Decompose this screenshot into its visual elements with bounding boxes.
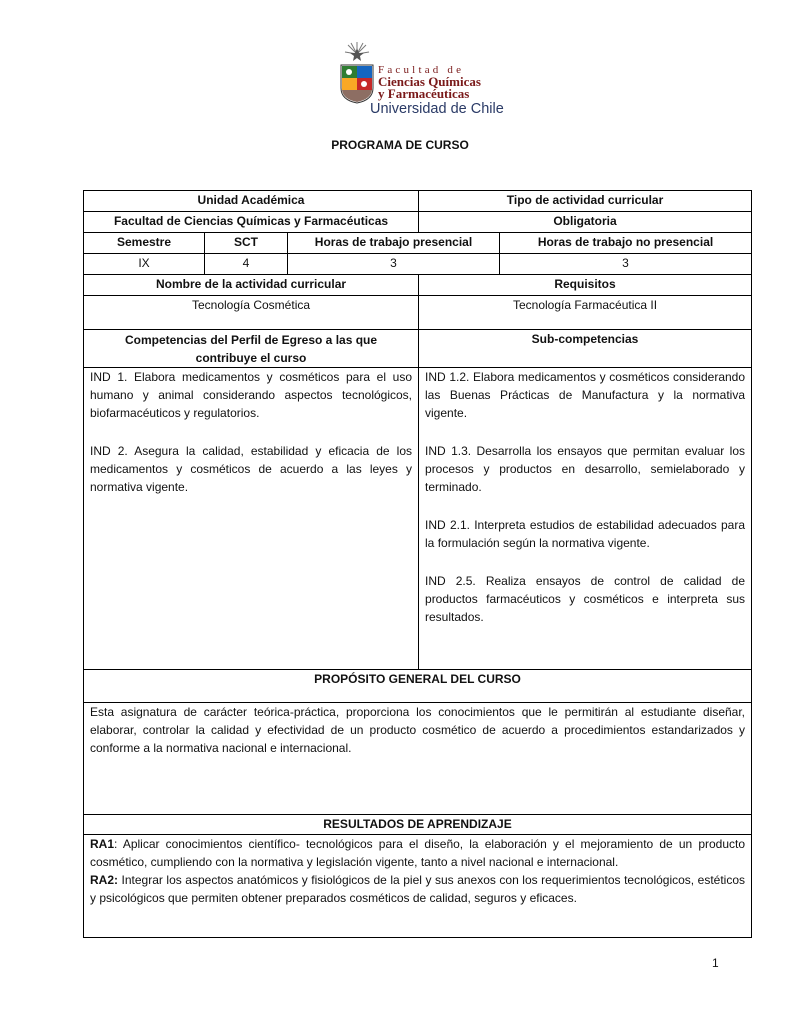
competencias-cell (84, 368, 419, 670)
page-number: 1 (712, 956, 719, 970)
unidad-academica-value: Facultad de Ciencias Químicas y Farmacéuticas (84, 212, 419, 233)
subcompetencia-item: IND 2.1. Interpreta estudios de estabilidad adecuados para la formulación según la normativa vigente. (425, 518, 746, 550)
university-logo (340, 42, 510, 122)
logo-text-ciencias: Ciencias Químicas (378, 74, 481, 89)
ra2-item (90, 871, 745, 907)
subcompetencias-header: Sub-competencias (419, 330, 752, 368)
ra1-item (90, 835, 745, 871)
resultados-header: RESULTADOS DE APRENDIZAJE (84, 815, 752, 835)
proposito-header: PROPÓSITO GENERAL DEL CURSO (84, 670, 752, 703)
ra1-text: : Aplicar conocimientos científico- tecnológicos para el diseño, la elaboración y el mejoramiento de un producto cosmético, cumpliendo con la normativa y legislación vigente, tanto a nivel nacional e internacional. (90, 837, 746, 869)
ra1-label: RA1 (90, 837, 115, 851)
tipo-actividad-header: Tipo de actividad curricular (419, 191, 752, 212)
tipo-actividad-value: Obligatoria (419, 212, 752, 233)
requisitos-value: Tecnología Farmacéutica II (419, 296, 752, 330)
logo-text-universidad: Universidad de Chile (370, 101, 504, 117)
subcompetencia-item: IND 1.3. Desarrolla los ensayos que permitan evaluar los procesos y productos en desarrollo, semielaborado y terminado. (425, 444, 746, 494)
horas-no-presencial-value: 3 (500, 254, 752, 275)
ra2-label: RA2: (90, 873, 119, 887)
subcompetencias-cell (419, 368, 752, 670)
shield-icon (340, 64, 374, 104)
page-title: PROGRAMA DE CURSO (331, 138, 469, 152)
subcompetencia-item: IND 1.2. Elabora medicamentos y cosméticos considerando las Buenas Prácticas de Manufactura y la normativa vigente. (425, 370, 746, 420)
competencias-header: Competencias del Perfil de Egreso a las que contribuye el curso (84, 330, 419, 368)
course-program-table (83, 190, 752, 938)
nombre-actividad-value: Tecnología Cosmética (84, 296, 419, 330)
requisitos-header: Requisitos (419, 275, 752, 296)
semestre-header: Semestre (84, 233, 205, 254)
proposito-text: Esta asignatura de carácter teórica-práctica, proporciona los conocimientos que le permitirán al estudiante diseñar, elaborar, controlar la calidad y efectividad de un producto cosmético de acuerdo a procedimientos estandarizados y conforme a la normativa nacional e internacional. (84, 703, 752, 815)
horas-presencial-value: 3 (288, 254, 500, 275)
resultados-cell (84, 835, 752, 938)
sct-header: SCT (205, 233, 288, 254)
subcompetencia-item: IND 2.5. Realiza ensayos de control de calidad de productos farmacéuticos y cosméticos e interpreta sus resultados. (425, 574, 746, 624)
horas-presencial-header: Horas de trabajo presencial (288, 233, 500, 254)
competencia-item: IND 2. Asegura la calidad, estabilidad y eficacia de los medicamentos y cosméticos de acuerdo a las leyes y normativa vigente. (90, 444, 413, 494)
logo-text-farmaceuticas: y Farmacéuticas (378, 86, 470, 101)
ra2-text: Integrar los aspectos anatómicos y fisiológicos de la piel y sus anexos con los requerimientos tecnológicos, estéticos y psicológicos que permiten obtener preparados cosméticos de calidad, seguros y eficaces. (90, 873, 746, 905)
logo-text-facultad: Facultad de (378, 64, 465, 76)
star-emblem-icon (344, 42, 370, 66)
horas-no-presencial-header: Horas de trabajo no presencial (500, 233, 752, 254)
unidad-academica-header: Unidad Académica (84, 191, 419, 212)
semestre-value: IX (84, 254, 205, 275)
competencia-item: IND 1. Elabora medicamentos y cosméticos para el uso humano y animal considerando aspectos tecnológicos, biofarmacéuticos y regulatorios. (90, 370, 413, 420)
nombre-actividad-header: Nombre de la actividad curricular (84, 275, 419, 296)
sct-value: 4 (205, 254, 288, 275)
